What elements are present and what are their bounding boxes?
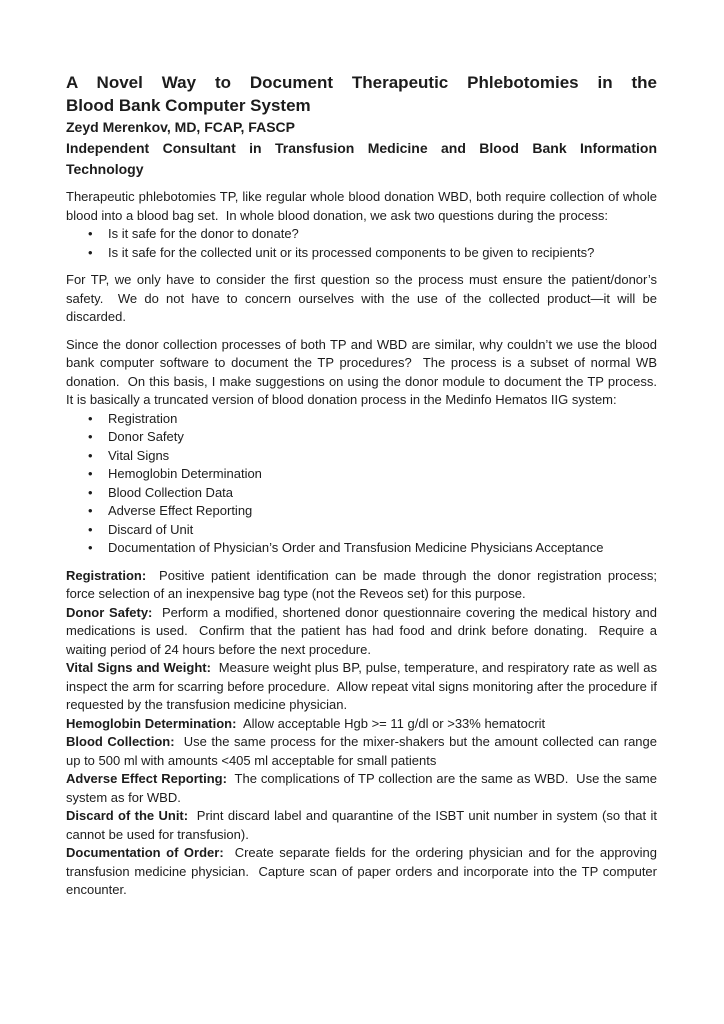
title-line-1: A Novel Way to Document Therapeutic Phlebotomies in the [66,73,657,92]
section-label: Vital Signs and Weight: [66,660,211,675]
section-vital-signs-weight [66,659,661,715]
section-blood-collection [66,733,661,770]
author-line: Zeyd Merenkov, MD, FCAP, FASCP [66,119,295,135]
paragraph-tp-consideration: For TP, we only have to consider the first question so the process must ensure the patient/donor’s safety. We do not have to concern ourselves with the use of the collected product—it will be discarded. [66,272,661,324]
list-item: • Donor Safety [66,428,657,447]
list-item: • Registration [66,410,657,429]
title-line-2: Blood Bank Computer System [66,96,311,115]
process-steps-list [66,410,657,558]
list-item: • Is it safe for the collected unit or its processed components to be given to recipients? [66,244,657,263]
section-hemoglobin-determination [66,715,657,734]
section-paragraphs [66,567,665,900]
list-item: • Documentation of Physician’s Order and Transfusion Medicine Physicians Acceptance [66,539,657,558]
section-registration [66,567,665,604]
section-label: Hemoglobin Determination: [66,715,237,731]
paragraph-process-subset: Since the donor collection processes of both TP and WBD are similar, why couldn’t we use the blood bank computer software to document the TP procedures? The process is a subset of normal WB donation. On this basis, I make suggestions on using the donor module to document the TP process. It is basically a truncated version of blood donation process in the Medinfo Hematos IIG system: [66,336,665,407]
section-documentation-of-order [66,844,661,900]
section-label: Donor Safety: [66,604,153,620]
section-label: Registration: [66,567,147,583]
section-label: Blood Collection: [66,734,175,749]
section-text: Create separate fields for the ordering physician and for the approving transfusion medicine physician. Capture scan of paper orders and incorporate into the TP computer encounter. [66,845,661,897]
section-adverse-effect-reporting [66,770,661,807]
section-label: Documentation of Order: [66,845,224,860]
section-text: Print discard label and quarantine of the ISBT unit number in system (so that it cannot be used for transfusion). [66,808,661,842]
section-text: Perform a modified, shortened donor questionnaire covering the medical history and medications is used. Confirm that the patient has had food and drink before donating. Require a waiting period of 24 hours before the next procedure. [66,604,661,657]
section-discard-of-unit [66,807,661,844]
section-text: Positive patient identification can be made through the donor registration process; force selection of an inexpensive bag type (not the Reveos set) for this purpose. [66,567,665,601]
section-text: Use the same process for the mixer-shakers but the amount collected can range up to 500 ml with amounts <405 ml acceptable for small patients [66,734,661,768]
section-label: Adverse Effect Reporting: [66,771,227,786]
list-item: • Vital Signs [66,447,657,466]
list-item: • Hemoglobin Determination [66,465,657,484]
intro-bullet-list [66,225,657,262]
section-text: Allow acceptable Hgb >= 11 g/dl or >33% hematocrit [236,715,546,731]
list-item: • Adverse Effect Reporting [66,502,657,521]
section-label: Discard of the Unit: [66,808,189,823]
list-item: • Is it safe for the donor to donate? [66,225,657,244]
affiliation-line: Independent Consultant in Transfusion Medicine and Blood Bank Information Technology [66,140,661,177]
paragraph-intro: Therapeutic phlebotomies TP, like regular whole blood donation WBD, both require collection of whole blood into a blood bag set. In whole blood donation, we ask two questions during the process: [66,189,661,223]
list-item: • Blood Collection Data [66,484,657,503]
section-text: The complications of TP collection are the same as WBD. Use the same system as for WBD. [66,771,661,805]
list-item: • Discard of Unit [66,521,657,540]
document-title [66,71,657,117]
section-text: Measure weight plus BP, pulse, temperature, and respiratory rate as well as inspect the arm for scarring before procedure. Allow repeat vital signs monitoring after the procedure if requested by the transfusion medicine physician. [66,660,661,712]
section-donor-safety [66,604,661,660]
